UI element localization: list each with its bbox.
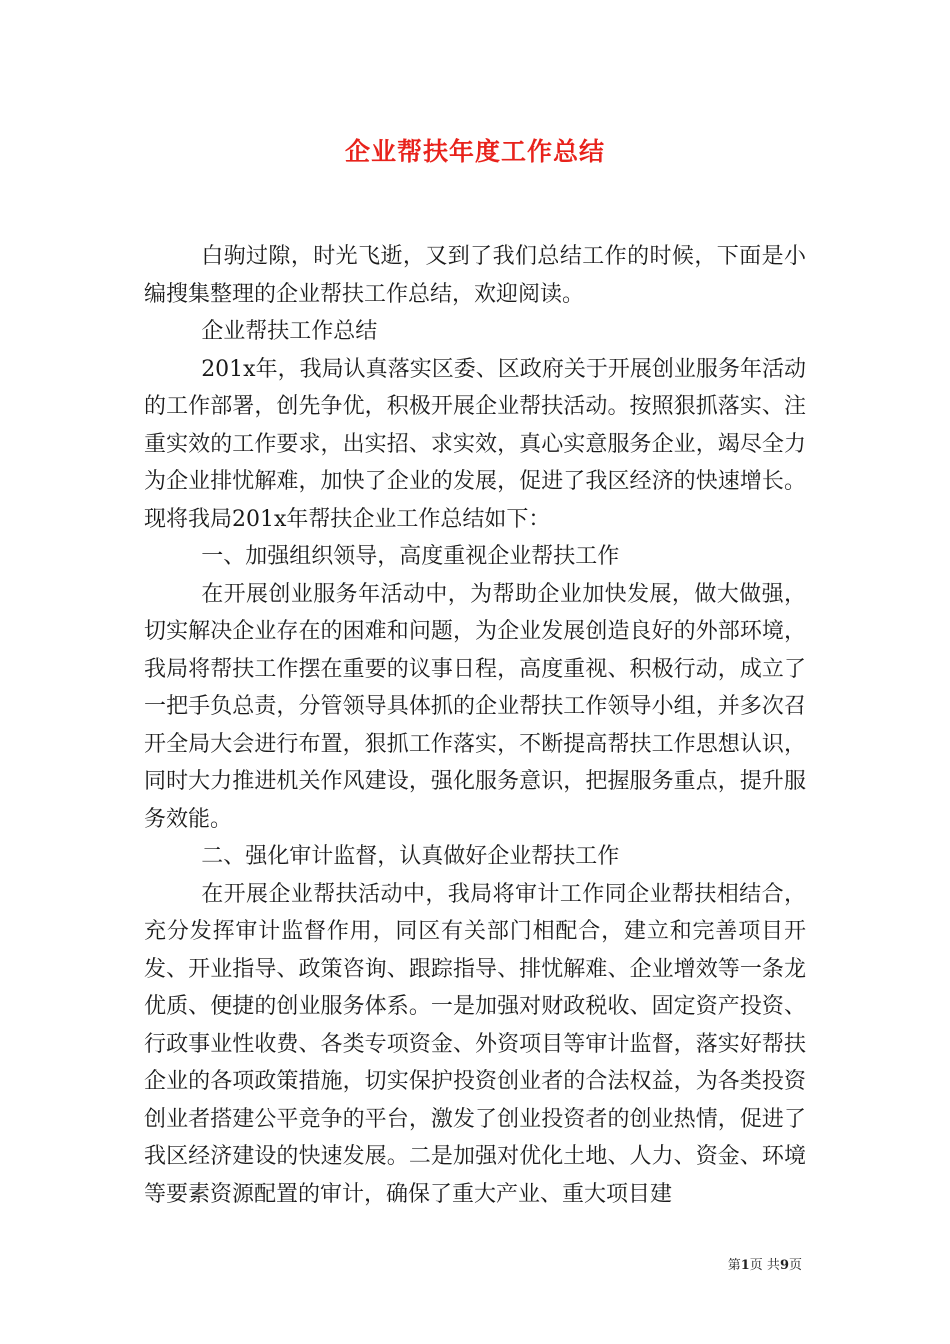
section-heading-1: 一、加强组织领导，高度重视企业帮扶工作 (201, 544, 620, 569)
section-2-paragraph: 在开展企业帮扶活动中，我局将审计工作同企业帮扶相结合，充分发挥审计监督作用，同区有关部门相配合，建立和完善项目开发、开业指导、政策咨询、跟踪指导、排忧解难、企业增效等一条龙优质、便捷的创业服务体系。一是加强对财政税收、固定资产投资、行政事业性收费、各类专项资金、外资项目等审计监督，落实好帮扶企业的各项政策措施，切实保护投资创业者的合法权益，为各类投资创业者搭建公平竞争的平台，激发了创业投资者的创业热情，促进了我区经济建设的快速发展。二是加强对优化土地、人力、资金、环境等要素资源配置的审计，确保了重大产业、重大项目建 (144, 881, 806, 1207)
footer-prefix: 第 (727, 1258, 741, 1273)
subtitle-paragraph: 企业帮扶工作总结 (201, 319, 378, 344)
section-1-paragraph: 在开展创业服务年活动中，为帮助企业加快发展，做大做强，切实解决企业存在的困难和问题，为企业发展创造良好的外部环境，我局将帮扶工作摆在重要的议事日程，高度重视、积极行动，成立了一把手负总责，分管领导具体抓的企业帮扶工作领导小组，并多次召开全局大会进行布置，狠抓工作落实，不断提高帮扶工作思想认识，同时大力推进机关作风建设，强化服务意识，把握服务重点，提升服务效能。 (144, 581, 806, 832)
summary-paragraph: 201x年，我局认真落实区委、区政府关于开展创业服务年活动的工作部署，创先争优，积极开展企业帮扶活动。按照狠抓落实、注重实效的工作要求，出实招、求实效，真心实意服务企业，竭尽全力为企业排忧解难，加快了企业的发展，促进了我区经济的快速增长。现将我局201x年帮扶企业工作总结如下： (144, 356, 806, 532)
footer-total-pages: 9 (779, 1258, 789, 1273)
page-footer (728, 1254, 802, 1273)
footer-suffix: 页 (788, 1258, 802, 1273)
document-body (144, 238, 806, 1213)
footer-middle: 页 共 (749, 1258, 780, 1273)
section-heading-2: 二、强化审计监督，认真做好企业帮扶工作 (201, 844, 620, 869)
footer-page-number: 1 (740, 1258, 750, 1273)
document-title: 企业帮扶年度工作总结 (344, 137, 605, 166)
intro-paragraph: 白驹过隙，时光飞逝，又到了我们总结工作的时候，下面是小编搜集整理的企业帮扶工作总结，欢迎阅读。 (144, 244, 806, 307)
